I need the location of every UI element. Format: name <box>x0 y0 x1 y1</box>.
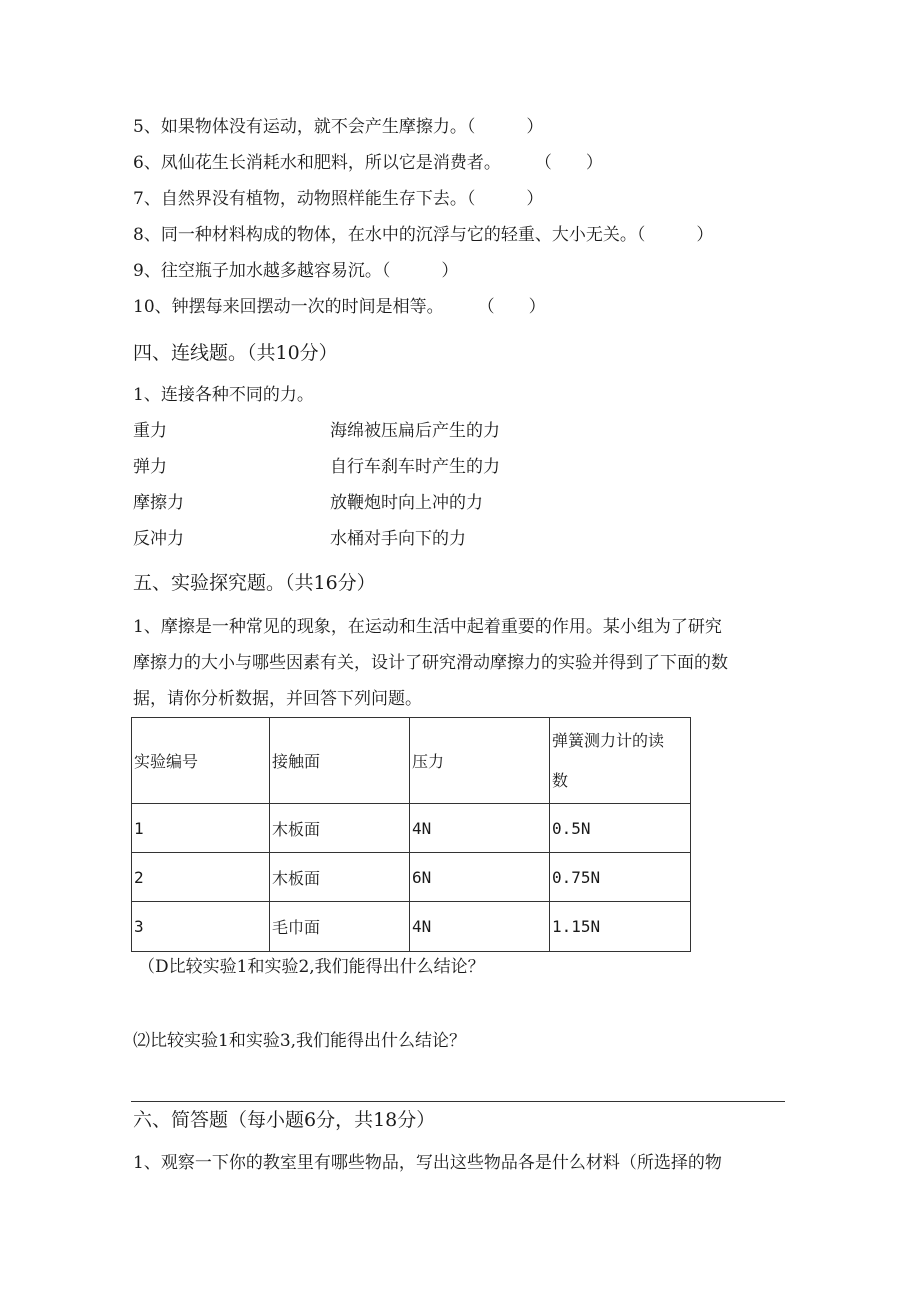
question-text: 1、观察一下你的教室里有哪些物品，写出这些物品各是什么材料（所选择的物 <box>133 1153 722 1173</box>
section-heading: 六、简答题（每小题6分，共18分） <box>133 1109 436 1131</box>
table-header-cell: 弹簧测力计的读 数 <box>550 718 691 804</box>
table-cell: 0.75N <box>550 853 691 902</box>
table-cell: 木板面 <box>270 853 410 902</box>
section-heading: 四、连线题。（共10分） <box>133 342 338 364</box>
table-cell: 1.15N <box>550 902 691 952</box>
paragraph-line: 1、摩擦是一种常见的现象，在运动和生活中起着重要的作用。某小组为了研究 <box>133 617 722 637</box>
table-cell: 3 <box>132 902 270 952</box>
sub-question: ⑵比较实验1和实验3,我们能得出什么结论？ <box>133 1031 467 1051</box>
table-row <box>132 853 691 902</box>
table-cell: 毛巾面 <box>270 902 410 952</box>
match-right-item: 水桶对手向下的力 <box>330 529 466 549</box>
paragraph-line: 据，请你分析数据，并回答下列问题。 <box>133 689 422 709</box>
match-right-item: 海绵被压扁后产生的力 <box>330 421 500 441</box>
judgement-item: 6、凤仙花生长消耗水和肥料，所以它是消费者。 （ ） <box>133 153 603 173</box>
divider-line <box>131 1101 785 1102</box>
judgement-item: 5、如果物体没有运动，就不会产生摩擦力。（ ） <box>133 117 544 137</box>
experiment-table <box>131 717 691 952</box>
table-cell: 木板面 <box>270 804 410 853</box>
table-cell: 1 <box>132 804 270 853</box>
judgement-item: 8、同一种材料构成的物体，在水中的沉浮与它的轻重、大小无关。（ ） <box>133 225 714 245</box>
table-cell: 2 <box>132 853 270 902</box>
table-cell: 4N <box>410 902 550 952</box>
judgement-item: 7、自然界没有植物，动物照样能生存下去。（ ） <box>133 189 544 209</box>
table-header-cell: 压力 <box>410 718 550 804</box>
table-header-cell: 实验编号 <box>132 718 270 804</box>
match-right-item: 自行车刹车时产生的力 <box>330 457 500 477</box>
judgement-item: 10、钟摆每来回摆动一次的时间是相等。 （ ） <box>133 297 546 317</box>
section-heading: 五、实验探究题。（共16分） <box>133 572 376 594</box>
match-left-item: 重力 <box>133 421 167 441</box>
table-row <box>132 804 691 853</box>
table-header-cell: 接触面 <box>270 718 410 804</box>
table-cell: 4N <box>410 804 550 853</box>
sub-question: （D比较实验1和实验2,我们能得出什么结论？ <box>138 957 485 977</box>
table-cell: 0.5N <box>550 804 691 853</box>
match-left-item: 摩擦力 <box>133 493 184 513</box>
judgement-item: 9、往空瓶子加水越多越容易沉。（ ） <box>133 261 459 281</box>
table-header-row <box>132 718 691 804</box>
question-text: 1、连接各种不同的力。 <box>133 385 314 405</box>
match-left-item: 弹力 <box>133 457 167 477</box>
match-right-item: 放鞭炮时向上冲的力 <box>330 493 483 513</box>
table-cell: 6N <box>410 853 550 902</box>
paragraph-line: 摩擦力的大小与哪些因素有关，设计了研究滑动摩擦力的实验并得到了下面的数 <box>133 653 728 673</box>
table-row <box>132 902 691 952</box>
match-left-item: 反冲力 <box>133 529 184 549</box>
